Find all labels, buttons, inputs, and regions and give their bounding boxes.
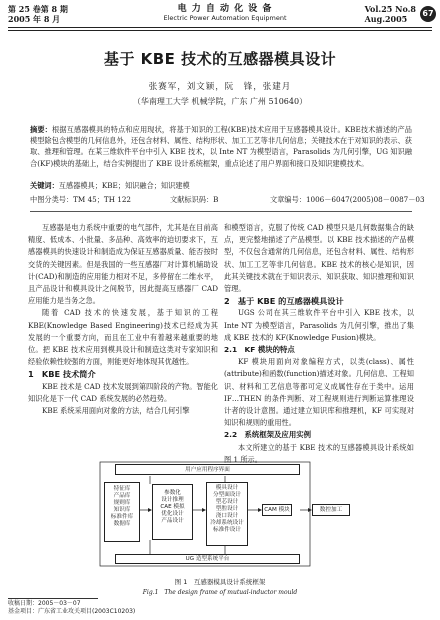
mold-design-box: [206, 482, 248, 546]
mold-design-item: 模具设计: [215, 485, 239, 491]
ug-platform-box: UG 造型系统平台: [115, 554, 300, 564]
knowledge-base-box: [104, 482, 140, 542]
inference-item: CAE 模拟: [160, 504, 185, 510]
header-rule-thin: [8, 30, 432, 31]
abstract-label: 摘要：: [30, 125, 52, 134]
header-vol-en: Vol.25 No.8: [364, 4, 416, 14]
ui-layer-box: 用户应用程序界面: [115, 464, 300, 475]
inference-box: [152, 484, 193, 540]
header-volume-en: [365, 4, 416, 24]
header-date-en: Aug.2005: [364, 14, 408, 24]
journal-name-cn: 电 力 自 动 化 设 备: [177, 4, 273, 14]
mold-design-item: 型芯设计: [215, 499, 239, 505]
nc-machining-box: 数控加工: [312, 504, 350, 516]
mold-design-item: 型腔设计: [215, 506, 239, 512]
knowledge-base-item: 知识库: [113, 507, 131, 513]
mold-design-item: 标准件设计: [213, 527, 241, 533]
body-paragraph: 随着 CAD 技术的快速发展，基于知识的工程 KBE(Knowledge Based Engineering)技术已经成为其发展的一个重要方向，而且在工业中有着越来越重要的地位。把 KBE 技术应用到模具设计和制造这类对专家知识和经验依赖性较强的方面，则能更好地体现其优越性。: [28, 308, 218, 367]
knowledge-base-item: 产品库: [113, 493, 131, 499]
figure-caption-en: Fig.1 The design frame of mutual-inductor mould: [142, 589, 298, 596]
body-paragraph: 和模型语言，克服了传统 CAD 模型只是几何数据集合的缺点，更完整地描述了产品模型。以 KBE 技术描述的产品模型，不仅包含通常的几何信息，还包含材料、属性、结构形状、加工工艺等非几何信息。KBE 技术的核心是知识，因此其关键技术就在于知识表示、知识获取、知识推理和知识管理。: [224, 223, 414, 294]
inference-item: 参数化: [164, 490, 181, 496]
knowledge-base-item: 规则库: [113, 500, 131, 506]
inference-item: 优化设计: [161, 511, 184, 517]
abstract-text: 根据互感器模具的特点和应用现状，将基于知识的工程(KBE)技术应用于互感器模具设计。KBE技术描述的产品模型除包含模型的几何信息外，还包含材料、属性、结构形状、加工工艺等非几何信息；关键技术在于对知识的表示、获取、推理和管理。在某三维软件平台中引入 KBE 技术，以 Inte NT 为模型语言，Parasolids 为几何引擎，UG 知识融合(KF)模块的基础上，结合实例提出了 KBE 设计系统框架，重点论述了用户界面和接口及知识建模技术。: [30, 125, 412, 168]
footnote: [8, 600, 135, 616]
keywords-text: 互感器模具；KBE；知识融合；知识建模: [58, 181, 190, 190]
subsection-heading: 2.2 系统框架及应用实例: [224, 430, 311, 440]
body-paragraph: UGS 公司在其三维软件平台中引入 KBE 技术，以 Inte NT 为模型语言，Parasolids 为几何引擎，推出了集成 KBE 技术的 KF(Knowledge Fusion)模块。: [224, 308, 414, 342]
document-code: 文献标识码：B: [170, 195, 219, 204]
body-paragraph: KF 模块用面向对象编程方式，以类(class)、属性(attribute)和函数(function)描述对象。几何信息、工程知识、材料和工艺信息等都可定义成属性存在于类中。运用 IF…THEN 的条件判断、对工程规则进行判断运算推理设计者的设计意图。通过建立知识库和推理机，KF 可实现对知识和规则的重用性。: [224, 357, 414, 428]
cam-module-box: CAM 模块: [262, 504, 292, 516]
footnote-rule: [8, 598, 98, 599]
mold-design-item: 浇口设计: [215, 513, 239, 519]
keywords: [30, 180, 412, 191]
header-rule: [8, 27, 432, 28]
header-date-cn: 2005 年 8 月: [8, 14, 61, 24]
subsection-heading: 2.1 KF 模块的特点: [224, 345, 295, 355]
figure-caption-cn: 图 1 互感器模具设计系统框架: [174, 578, 266, 586]
fund-project: 基金项目：广东省工业攻关项目(2003C10203): [8, 608, 136, 615]
figure-1: [90, 460, 355, 572]
knowledge-base-item: 数据库: [113, 521, 131, 527]
paper-title: 基于 KBE 技术的互感器模具设计: [103, 50, 337, 68]
knowledge-base-item: 标准件库: [110, 514, 134, 520]
page-number-badge: 67: [420, 6, 436, 22]
inference-item: 设计推理: [161, 497, 184, 503]
abstract-rule: [30, 211, 412, 212]
header-volume-cn: 第 25 卷第 8 期: [8, 4, 68, 14]
header-volume: [8, 4, 68, 24]
journal-name-en: Electric Power Automation Equipment: [163, 14, 287, 22]
body-paragraph: 互感器是电力系统中重要的电气部件，尤其是在目前高精度、低成本、小批量、多品种、高效率的迫切要求下，互感器模具的快速设计和制造成为保证互感器质量、能否按时交货的关键因素。但是我国的一些互感器厂对计算机辅助设计(CAD)和制造的应用能力相对不足，多停留在二维水平，且产品设计和模具设计之间脱节，因此提高互感器厂 CAD 应用能力是当务之急。: [28, 223, 218, 306]
paper-affiliation: （华南理工大学 机械学院，广东 广州 510640）: [132, 97, 308, 106]
mold-design-item: 冷却系统设计: [210, 520, 244, 526]
keywords-label: 关键词：: [30, 181, 59, 190]
body-paragraph: KBE 技术是 CAD 技术发展到第四阶段的产物。智能化知识化是下一代 CAD 系统发展的必然趋势。: [28, 381, 218, 403]
inference-item: 产品设计: [161, 518, 184, 524]
body-paragraph: 本文所建立的基于 KBE 技术的互感器模具设计系统如图 1 所示。: [224, 442, 414, 464]
body-paragraph: KBE 系统采用面向对象的方法，结合几何引擎: [42, 406, 190, 416]
knowledge-base-item: 特征库: [113, 486, 131, 492]
right-column: [224, 222, 414, 466]
mold-design-item: 分型面设计: [213, 492, 241, 498]
received-date: 收稿日期：2005－03－07: [8, 600, 81, 607]
abstract: [30, 124, 412, 169]
section-heading: 2 基于 KBE 的互感器模具设计: [224, 296, 344, 307]
journal-name: [140, 4, 310, 23]
left-column: [28, 222, 218, 417]
section-heading: 1 KBE 技术简介: [28, 369, 96, 380]
paper-authors: 张赛军，刘文颖，阮 锋，张建月: [148, 82, 292, 92]
article-number: 文章编号：1006－6047(2005)08－0087－03: [270, 195, 425, 204]
clc-number: 中图分类号：TM 45；TH 122: [30, 195, 131, 204]
